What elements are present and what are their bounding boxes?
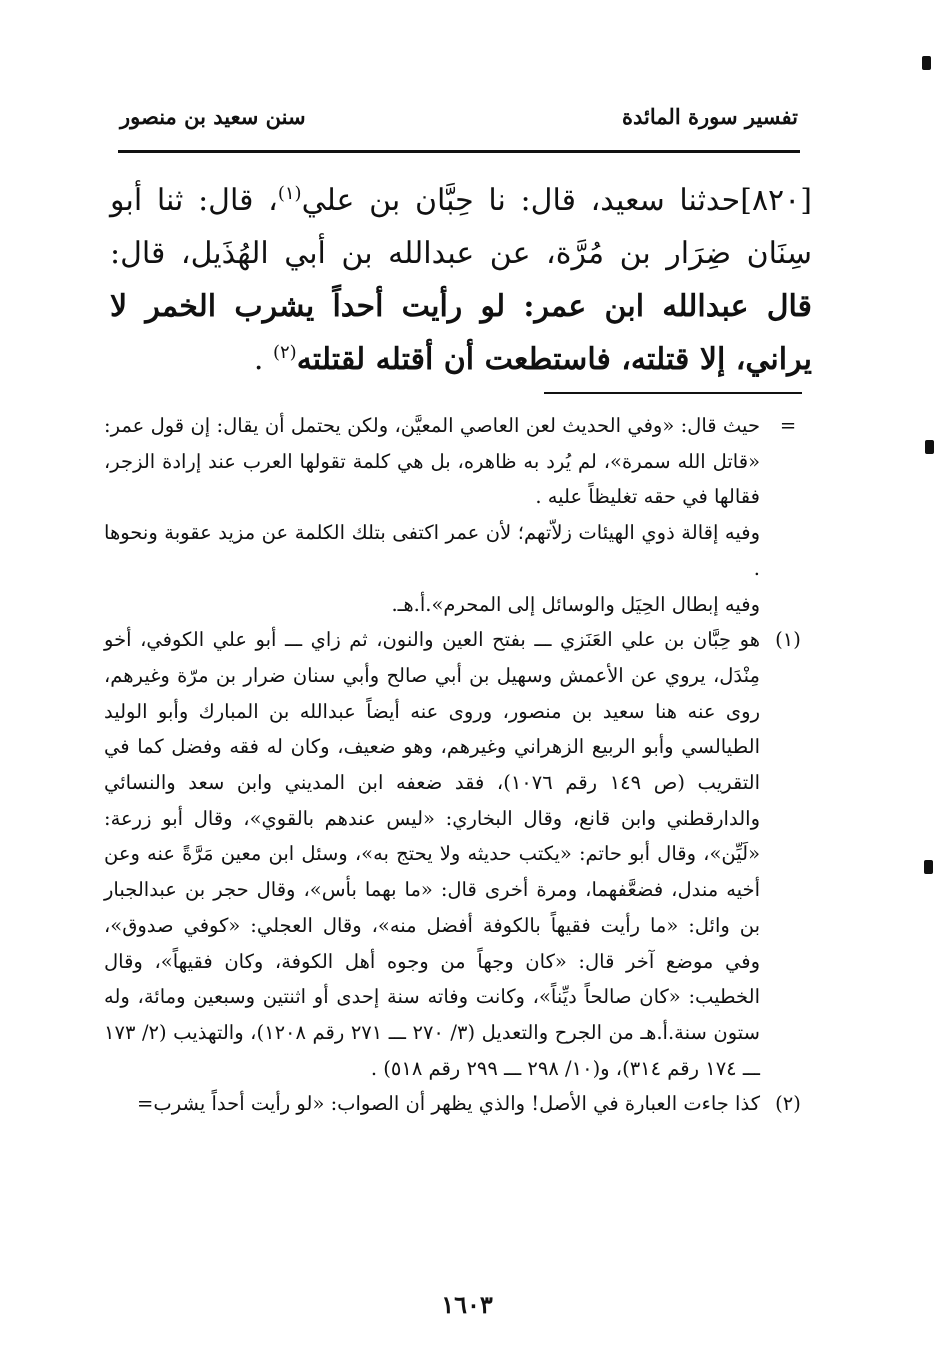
header-rule	[118, 150, 800, 153]
hadith-chain-part1: حدثنا سعيد، قال: نا حِبَّان بن علي	[301, 183, 741, 218]
margin-mark	[924, 860, 933, 874]
hadith-matn: قال عبدالله ابن عمر: لو رأيت أحداً يشرب الخمر لا يراني، إلا قتلته، فاستطعت أن أقتله لقتلته	[110, 289, 812, 377]
continuation-mark: =	[779, 414, 797, 437]
running-header-chapter: تفسير سورة المائدة	[622, 104, 798, 129]
continuation-paragraph: وفيه إبطال الحِيَل والوسائل إلى المحرم».أ.هـ.	[391, 592, 760, 616]
footnote-continuation	[104, 408, 812, 622]
footnote-2-mark: (٢)	[775, 1092, 801, 1116]
footnote-ref-1: (١)	[277, 183, 302, 204]
footnote-ref-2: (٢)	[272, 342, 297, 363]
footnote-1-mark: (١)	[775, 628, 801, 652]
continuation-paragraph: حيث قال: «وفي الحديث لعن العاصي المعيَّن، ولكن يحتمل أن يقال: إن قول عمر: «قاتل الله سمرة»، لم يُرد به ظاهره، بل هي كلمة تقولها العرب عند إرادة الزجر، فقالها في حقه تغليظاً عليه .	[104, 414, 760, 509]
footnote-2-text: كذا جاءت العبارة في الأصل! والذي يظهر أن الصواب: «لو رأيت أحداً يشرب=	[137, 1092, 760, 1116]
footnote-1-text: هو حِبَّان بن علي العَنَزي ـــ بفتح العين والنون، ثم زاي ـــ أبو علي الكوفي، أخو مِنْدَل، يروي عن الأعمش وسهيل بن أبي صالح وأبي سنان ضرار بن مرّة وغيرهم، روى عنه هنا سعيد بن منصور، وروى عنه أيضاً عبدالله بن المبارك وأبو الوليد الطيالسي وأبو الربيع الزهراني وغيرهم، وهو ضعيف، وكان له فقه وفضل كما في التقريب (ص ١٤٩ رقم ١٠٧٦)، فقد ضعفه ابن المديني وابن سعد والنسائي والدارقطني وابن قانع، وقال البخاري: «ليس عندهم بالقوي»، وقال أبو زرعة: «لَيِّن»، وقال أبو حاتم: «يكتب حديثه ولا يحتج به»، وسئل ابن معين مَرَّةً عنه وعن أخيه مندل، فضعَّفهما، ومرة أخرى قال: «ما بهما بأس»، وقال حجر بن عبدالجبار بن وائل: «ما رأيت فقيهاً بالكوفة أفضل منه»، وقال العجلي: «كوفي صدوق»، وفي موضع آخر قال: «كان وجهاً من وجوه أهل الكوفة، وكان فقيهاً»، وقال الخطيب: «كان صالحاً ديِّناً»، وكانت وفاته سنة إحدى أو اثنتين وسبعين ومائة، وله ستون سنة.أ.هـ من الجرح والتعديل (٣/ ٢٧٠ ـــ ٢٧١ رقم ١٢٠٨)، والتهذيب (٢/ ١٧٣ ـــ ١٧٤ رقم ٣١٤)، و(١٠/ ٢٩٨ ـــ ٢٩٩ رقم ٥١٨) .	[104, 628, 760, 1080]
page-number: ١٦٠٣	[441, 1290, 493, 1319]
footnote-rule	[544, 392, 802, 394]
running-header-book: سنن سعيد بن منصور	[120, 104, 306, 129]
margin-mark	[922, 56, 931, 70]
footnote-1	[104, 622, 812, 1086]
margin-mark	[925, 440, 934, 454]
continuation-paragraph: وفيه إقالة ذوي الهيئات زلاّتهم؛ لأن عمر اكتفى بتلك الكلمة عن مزيد عقوبة ونحوها .	[104, 521, 760, 580]
hadith-end: .	[253, 342, 273, 377]
footnotes	[104, 408, 812, 1122]
footnote-2	[104, 1086, 812, 1122]
hadith-chain-part2: ، قال: ثنا أبو سِنَان ضِرَار بن مُرَّة، عن عبدالله بن أبي الهُذَيل، قال:	[110, 183, 812, 271]
hadith-number: [٨٢٠]	[740, 183, 812, 218]
hadith-text	[110, 174, 812, 386]
